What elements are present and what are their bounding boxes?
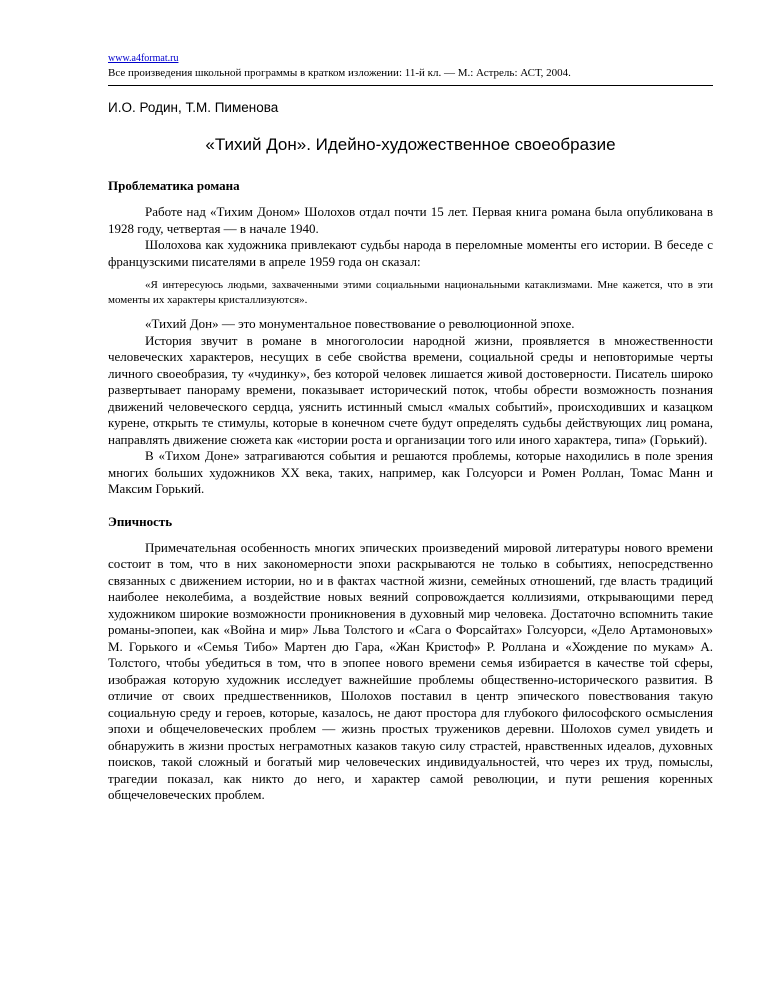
source-link[interactable]: www.a4format.ru (108, 53, 179, 64)
authors: И.О. Родин, Т.М. Пименова (108, 100, 279, 115)
section-heading-epic: Эпичность (108, 513, 173, 529)
paragraph: Работе над «Тихим Доном» Шолохов отдал почти 15 лет. Первая книга романа была опубликована в 1928 году, четвертая — в начале 1940. (108, 204, 713, 236)
document-page (108, 52, 713, 804)
paragraph: Шолохова как художника привлекают судьбы народа в переломные моменты его истории. В беседе с французскими писателями в апреле 1959 года он сказал: (108, 237, 713, 269)
paragraph: История звучит в романе в многоголосии народной жизни, проявляется в множественности человеческих характеров, несущих в себе свойства времени, социальной среды и неповторимые черты личного своеобразия, ту «чудинку», без которой человек лишается живой достоверности. Писатель широко развертывает панораму времени, показывает исторический поток, чтобы обрести возможность познания движений человеческого сердца, уяснить истинный смысл «малых событий», происходивших и казацком курене, открыть те стимулы, которые в конечном счете будут определять судьбы действующих лиц романа, направлять движение сюжета как «истории роста и организации того или иного характера, типа» (Горький). (108, 332, 713, 447)
page-title: «Тихий Дон». Идейно-художественное своеобразие (205, 135, 616, 154)
paragraph: В «Тихом Доне» затрагиваются события и решаются проблемы, которые находились в поле зрения многих больших художников XX века, таких, например, как Голсуорси и Ромен Роллан, Томас Манн и Максим Горький. (108, 448, 713, 496)
quotation: «Я интересуюсь людьми, захваченными этими социальными национальными катаклизмами. Мне кажется, что в эти моменты их характеры кристаллизуются». (108, 279, 713, 306)
section-heading-problematics: Проблематика романа (108, 178, 240, 193)
source-citation: Все произведения школьной программы в кратком изложении: 11-й кл. — М.: Астрель: АСТ, 2004. (108, 67, 571, 79)
paragraph: «Тихий Дон» — это монументальное повествование о революционной эпохе. (145, 316, 575, 331)
header-divider (108, 85, 713, 86)
paragraph: Примечательная особенность многих эпических произведений мировой литературы нового времени состоит в том, что в них закономерности эпохи раскрываются не только в событиях, непосредственно связанных с движением истории, но и в фактах частной жизни, семейных отношений, где власть традиций наиболее неколебима, а воздействие новых веяний сопровождается коллизиями, открывающими перед художником широкие возможности проникновения в духовный мир человека. Достаточно вспомнить такие романы-эпопеи, как «Война и мир» Льва Толстого и «Сага о Форсайтах» Голсуорси, «Дело Артамоновых» М. Горького и «Семья Тибо» Мартен дю Гара, «Жан Кристоф» Р. Роллана и «Хождение по мукам» А. Толстого, чтобы убедиться в том, что в эпопее нового времени семья избирается в качестве той сферы, изображая которую художник исследует важнейшие проблемы общественно-исторического развития. В отличие от своих предшественников, Шолохов поставил в центр эпического повествования такую социальную среду и героев, которые, казалось, не дают простора для глубокого философского осмысления эпохи и общечеловеческих проблем — жизнь простых тружеников деревни. Шолохов сумел увидеть и обнаружить в жизни простых неграмотных казаков такую силу страстей, нравственных идеалов, духовных поисков, такой сложный и богатый мир человеческих индивидуальностей, что через их труд, помыслы, трагедии показал, как никто до него, и характер самой революции, и пути решения коренных общечеловеческих проблем. (108, 539, 713, 802)
